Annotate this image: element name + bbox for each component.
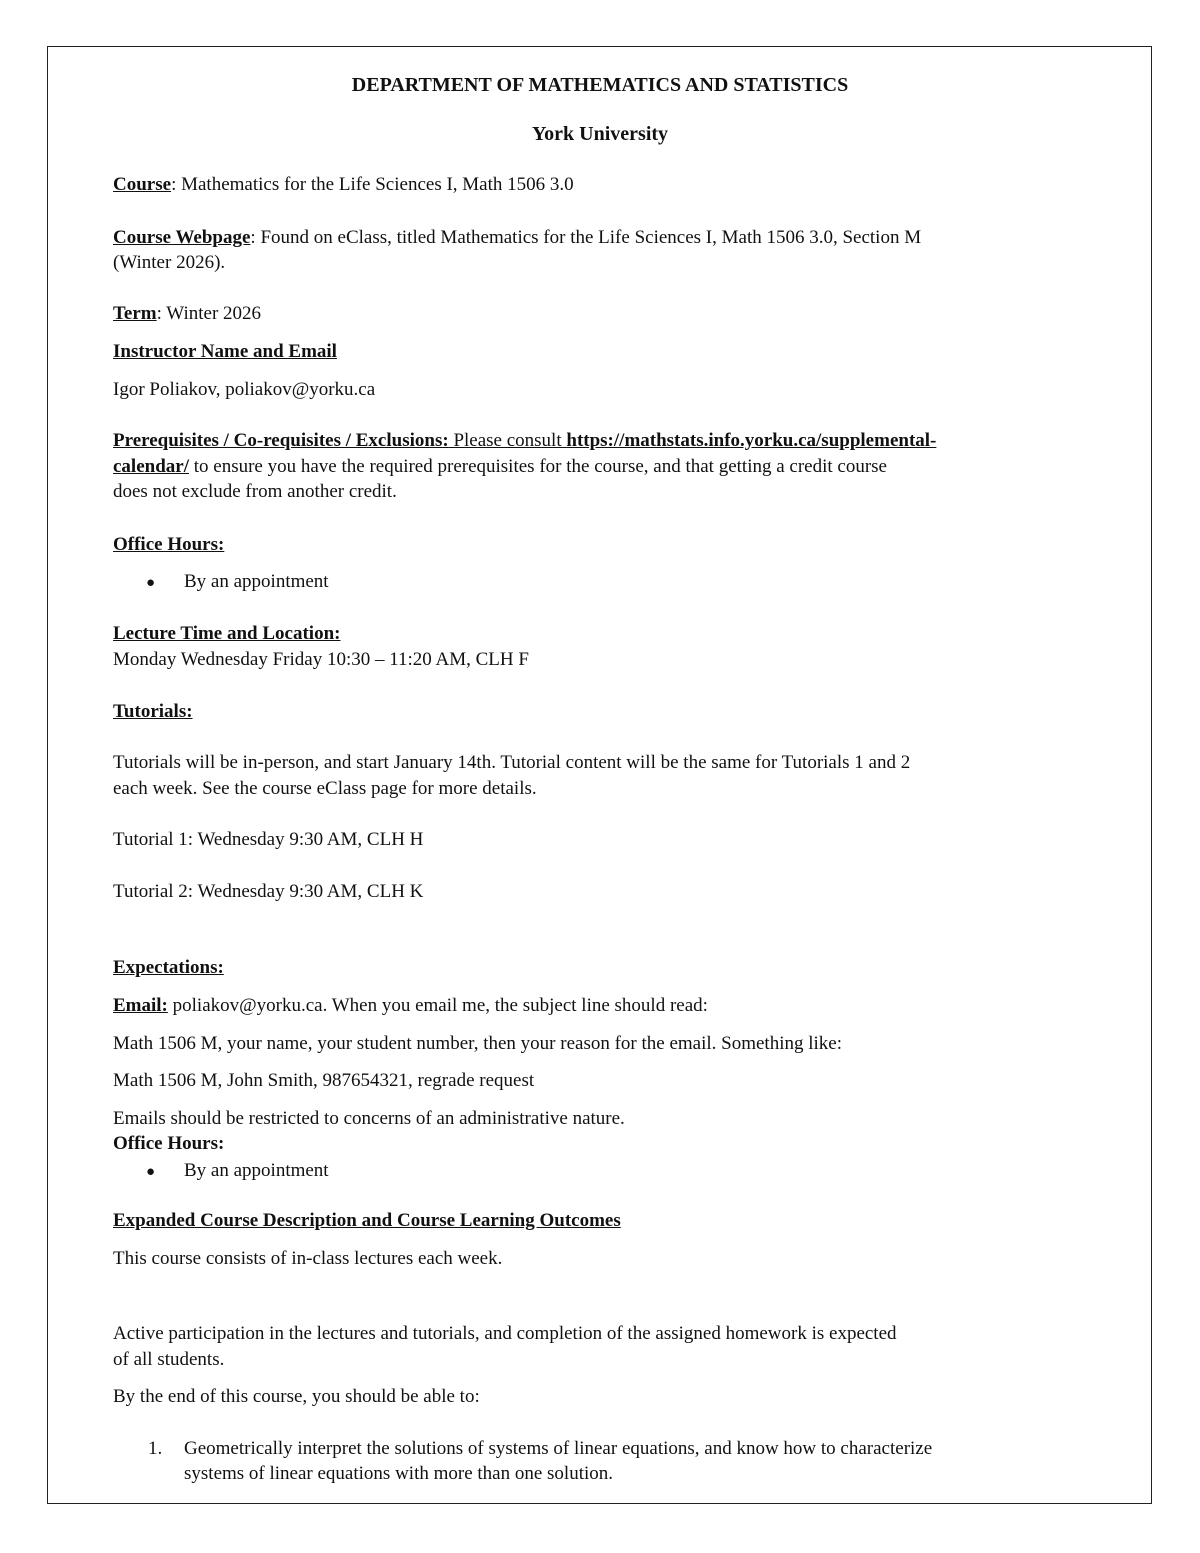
office-hours-item: By an appointment <box>184 571 329 592</box>
tutorial-2: Tutorial 2: Wednesday 9:30 AM, CLH K <box>113 881 424 902</box>
university-title: York University <box>531 123 669 145</box>
webpage-line-2: (Winter 2026). <box>113 252 226 273</box>
instructor-heading: Instructor Name and Email <box>113 341 337 362</box>
description-heading: Expanded Course Description and Course Learning Outcomes <box>113 1210 621 1231</box>
expectations-heading: Expectations: <box>113 957 224 978</box>
term-line <box>113 301 261 326</box>
prereq-link-part-1[interactable]: https://mathstats.info.yorku.ca/supplemental- <box>566 430 937 451</box>
email-line <box>113 993 708 1018</box>
office-hours-heading: Office Hours: <box>113 534 225 555</box>
outcome-number: 1. <box>148 1438 163 1459</box>
outcome-line-2: systems of linear equations with more than one solution. <box>184 1463 614 1484</box>
webpage-label: Course Webpage <box>113 227 251 248</box>
prereq-link-part-2[interactable]: calendar/ <box>113 456 189 477</box>
description-para2-line-2: of all students. <box>113 1349 225 1370</box>
prereq-text-2: to ensure you have the required prerequisites for the course, and that getting a credit course <box>189 456 887 477</box>
tutorials-heading: Tutorials: <box>113 701 193 722</box>
description-line-1: This course consists of in-class lectures each week. <box>113 1248 503 1269</box>
email-example: Math 1506 M, John Smith, 987654321, regrade request <box>113 1070 535 1091</box>
department-title: DEPARTMENT OF MATHEMATICS AND STATISTICS <box>351 74 849 96</box>
description-line-3: By the end of this course, you should be able to: <box>113 1386 480 1407</box>
tutorial-1: Tutorial 1: Wednesday 9:30 AM, CLH H <box>113 829 424 850</box>
outcome-line-1: Geometrically interpret the solutions of systems of linear equations, and know how to characterize <box>184 1438 933 1459</box>
prereq-text-1: Please consult <box>448 430 567 451</box>
prereq-label: Prerequisites / Co-requisites / Exclusions: <box>113 430 449 451</box>
bullet-icon: ● <box>146 1164 156 1180</box>
expectations-office-hours-label: Office Hours: <box>113 1133 225 1154</box>
prereq-line-2 <box>113 454 887 479</box>
term-value: : Winter 2026 <box>156 303 262 324</box>
lecture-value: Monday Wednesday Friday 10:30 – 11:20 AM, CLH F <box>113 649 529 670</box>
tutorials-line-1: Tutorials will be in-person, and start January 14th. Tutorial content will be the same for Tutorials 1 and 2 <box>113 752 911 773</box>
expectations-office-hours-item: By an appointment <box>184 1160 329 1181</box>
email-label: Email: <box>113 995 168 1016</box>
bullet-icon: ● <box>146 575 156 591</box>
webpage-line-1 <box>113 225 921 250</box>
course-value: : Mathematics for the Life Sciences I, Math 1506 3.0 <box>171 174 574 195</box>
course-line <box>113 172 574 197</box>
prereq-line-1 <box>113 428 936 453</box>
term-label: Term <box>113 303 157 324</box>
prereq-line-3: does not exclude from another credit. <box>113 481 397 502</box>
webpage-text: : Found on eClass, titled Mathematics for the Life Sciences I, Math 1506 3.0, Section M <box>250 227 922 248</box>
email-text: poliakov@yorku.ca. When you email me, the subject line should read: <box>167 995 708 1016</box>
instructor-value: Igor Poliakov, poliakov@yorku.ca <box>113 379 376 400</box>
email-instructions: Math 1506 M, your name, your student number, then your reason for the email. Something like: <box>113 1033 843 1054</box>
email-restriction: Emails should be restricted to concerns of an administrative nature. <box>113 1108 625 1129</box>
lecture-heading: Lecture Time and Location: <box>113 623 341 644</box>
course-label: Course <box>113 174 172 195</box>
description-para2-line-1: Active participation in the lectures and tutorials, and completion of the assigned homework is expected <box>113 1323 897 1344</box>
tutorials-line-2: each week. See the course eClass page for more details. <box>113 778 537 799</box>
